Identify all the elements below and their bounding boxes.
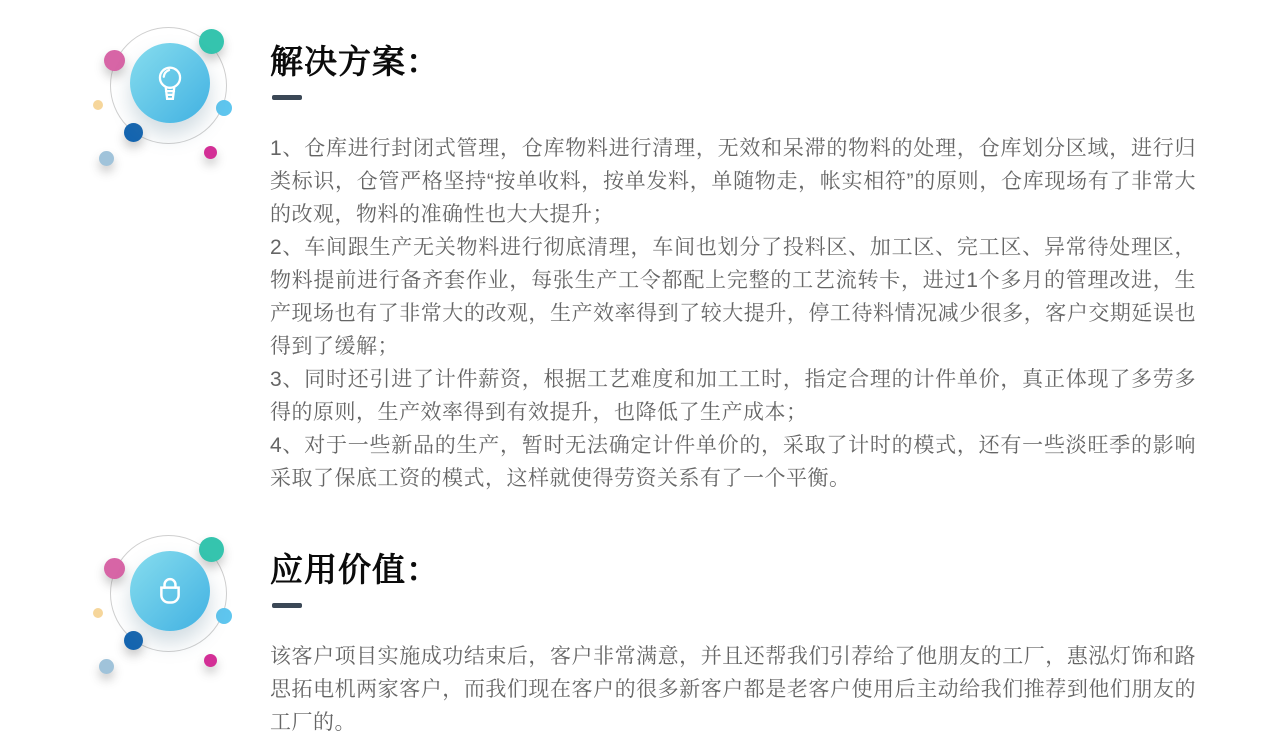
solution-icon-circle (130, 43, 210, 123)
value-icon-badge (85, 528, 235, 688)
decor-dot-magenta (204, 146, 217, 159)
decor-dot-pink (104, 50, 125, 71)
solution-paragraph: 1、仓库进行封闭式管理，仓库物料进行清理，无效和呆滞的物料的处理，仓库划分区域，进行归类标识，仓管严格坚持“按单收料，按单发料，单随物走，帐实相符”的原则，仓库现场有了非常大的改观，物料的准确性也大大提升； (270, 137, 1196, 226)
solution-icon-badge (85, 20, 235, 180)
decor-dot-pink (104, 558, 125, 579)
value-icon-circle (130, 551, 210, 631)
section-heading: 应用价值： (270, 551, 440, 588)
section-value (0, 508, 1264, 754)
decor-dot-paleblue (99, 151, 114, 166)
lightbulb-icon (147, 60, 193, 106)
section-heading: 解决方案： (270, 43, 440, 80)
decor-dot-sky (216, 608, 232, 624)
decor-dot-cream (93, 608, 103, 618)
heading-underline (272, 95, 302, 100)
decor-dot-magenta (204, 654, 217, 667)
decor-dot-paleblue (99, 659, 114, 674)
decor-dot-darkblue (124, 631, 143, 650)
solution-paragraph: 3、同时还引进了计件薪资，根据工艺难度和加工工时，指定合理的计件单价，真正体现了多劳多得的原则，生产效率得到有效提升，也降低了生产成本； (270, 368, 1196, 424)
heading-underline (272, 603, 302, 608)
decor-dot-darkblue (124, 123, 143, 142)
solution-paragraph: 4、对于一些新品的生产，暂时无法确定计件单价的，采取了计时的模式，还有一些淡旺季的影响采取了保底工资的模式，这样就使得劳资关系有了一个平衡。 (270, 434, 1196, 490)
solution-paragraph: 2、车间跟生产无关物料进行彻底清理，车间也划分了投料区、加工区、完工区、异常待处理区，物料提前进行备齐套作业，每张生产工令都配上完整的工艺流转卡，进过1个多月的管理改进，生产现场也有了非常大的改观，生产效率得到了较大提升，停工待料情况减少很多，客户交期延误也得到了缓解； (270, 236, 1196, 358)
decor-dot-teal (199, 537, 224, 562)
decor-dot-cream (93, 100, 103, 110)
decor-dot-sky (216, 100, 232, 116)
value-body (270, 640, 1196, 739)
solution-body (270, 132, 1196, 495)
decor-dot-teal (199, 29, 224, 54)
value-paragraph: 该客户项目实施成功结束后，客户非常满意，并且还帮我们引荐给了他朋友的工厂，惠泓灯饰和路思拓电机两家客户，而我们现在客户的很多新客户都是老客户使用后主动给我们推荐到他们朋友的工厂的。 (270, 645, 1196, 734)
lock-icon (147, 568, 193, 614)
